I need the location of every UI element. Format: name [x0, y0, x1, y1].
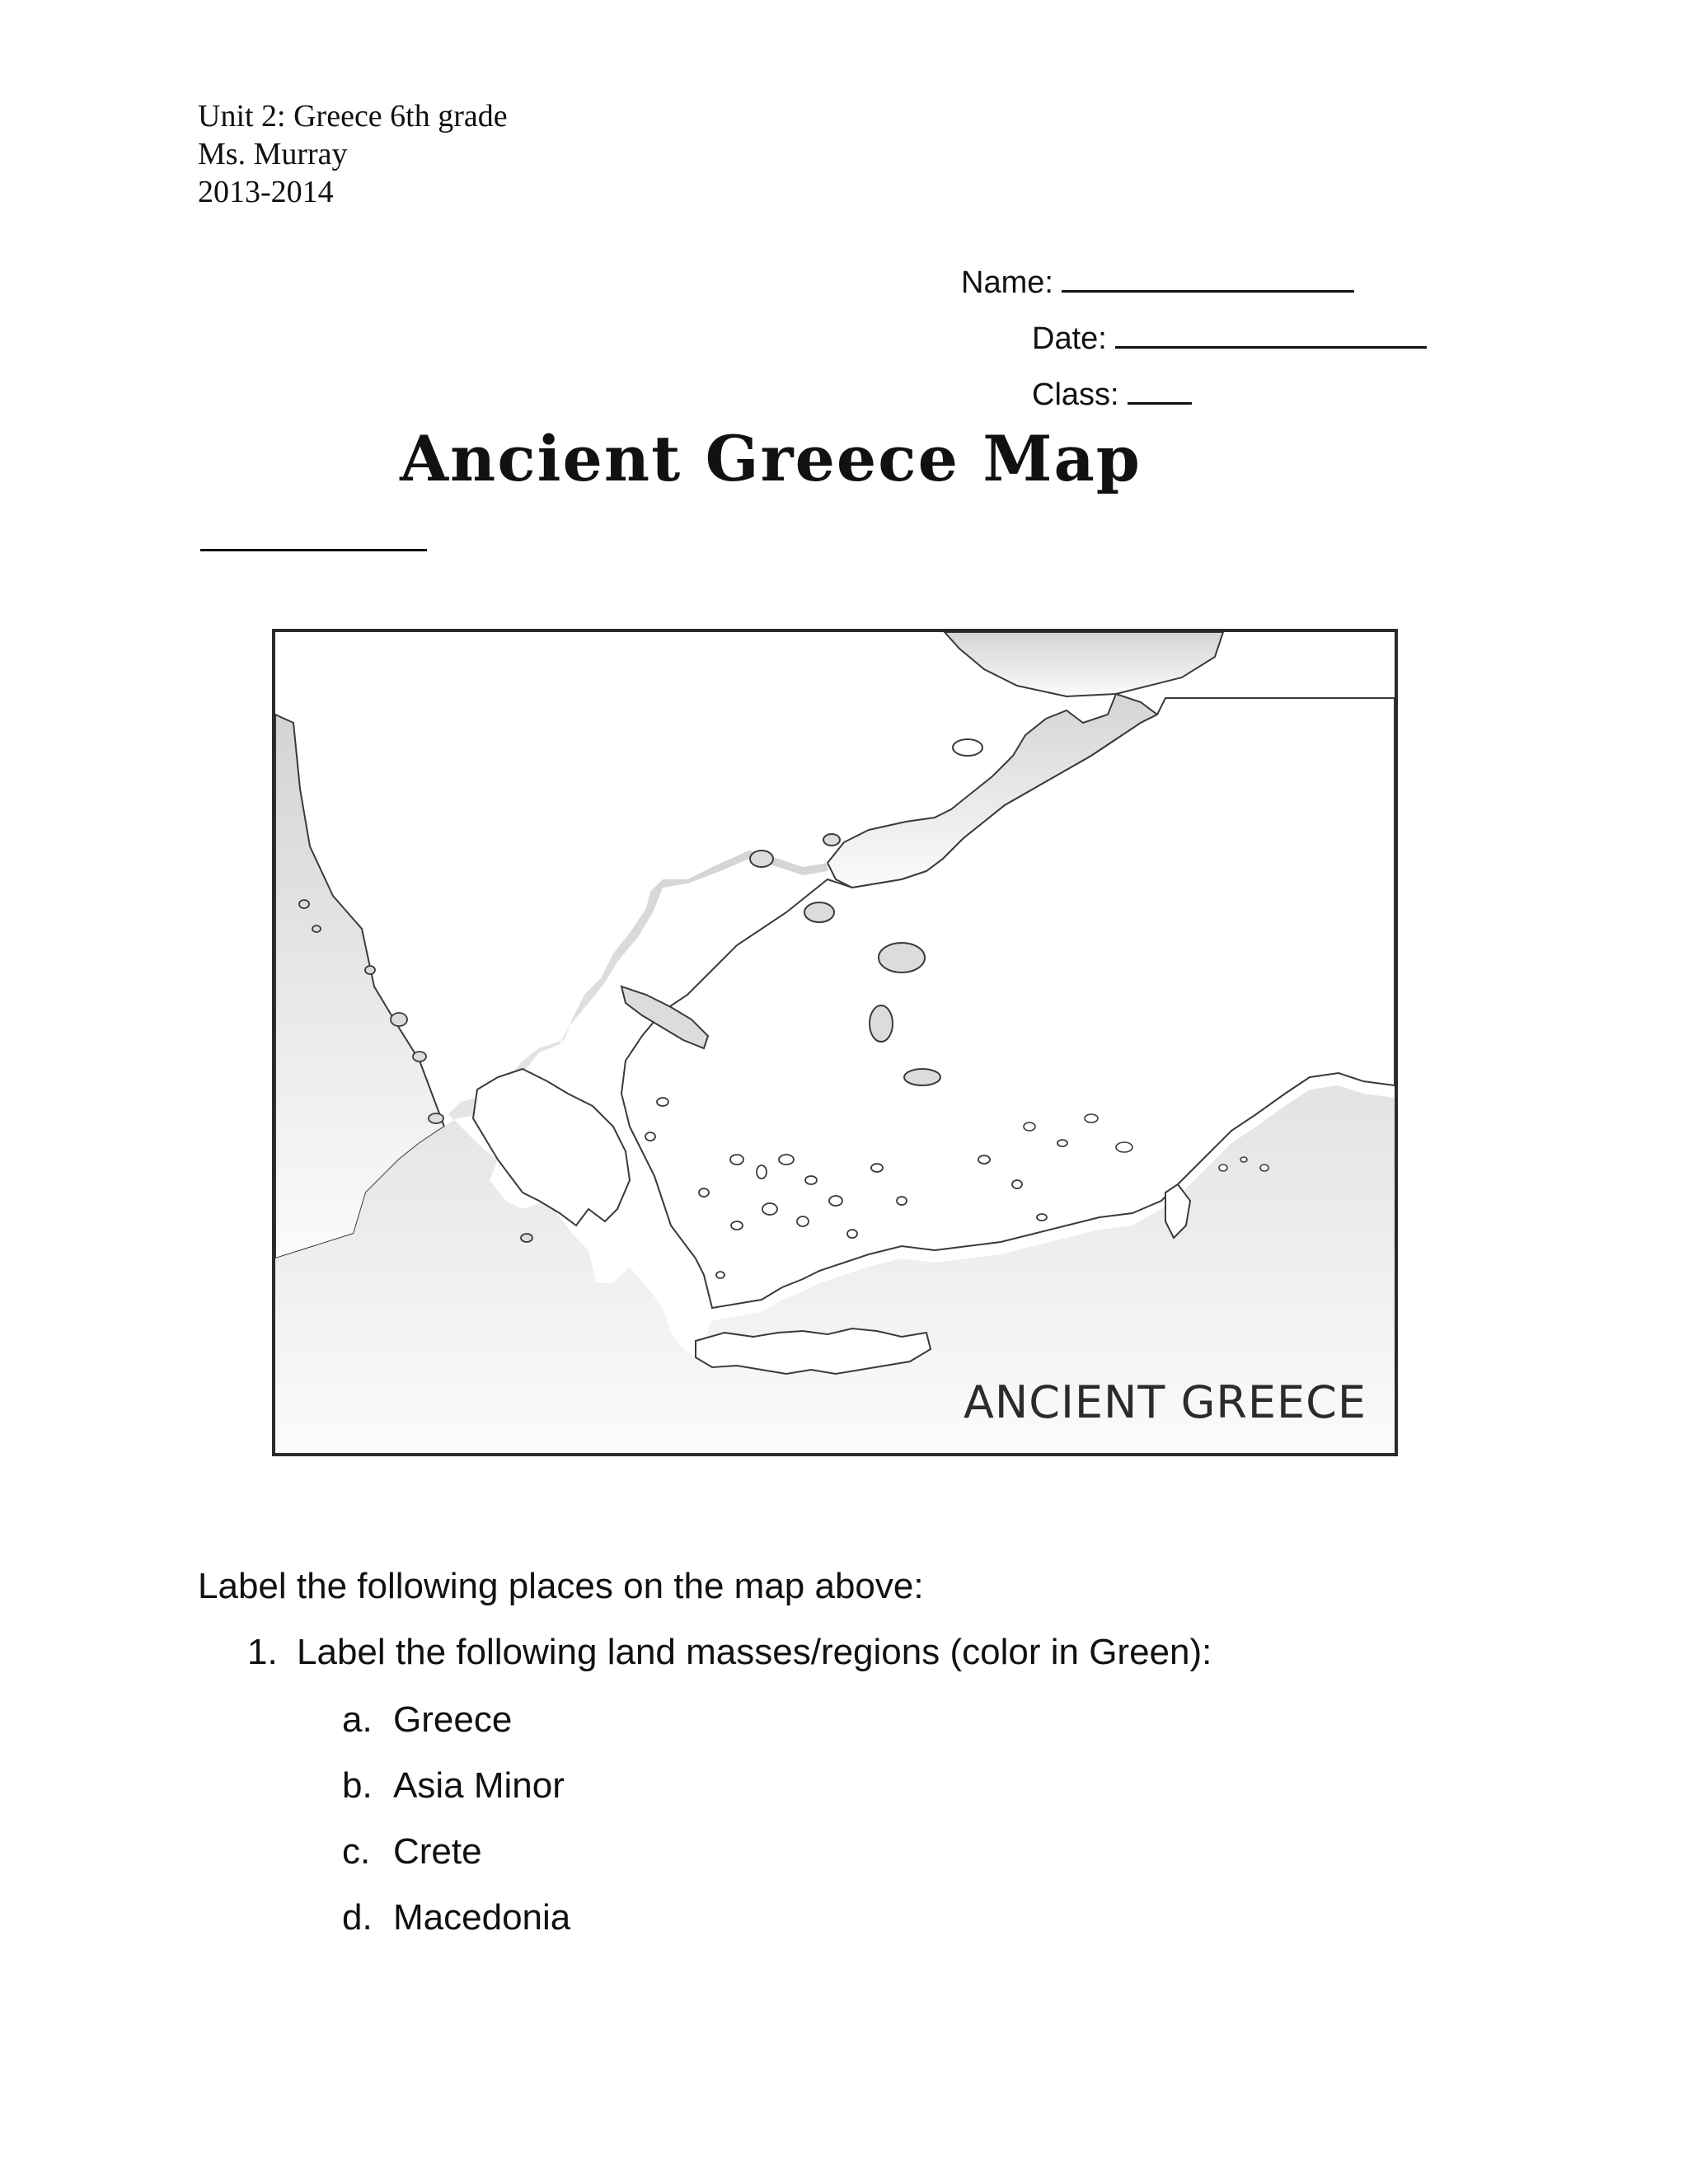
lemnos-island	[804, 902, 834, 922]
name-field[interactable]	[961, 264, 1354, 301]
map-frame	[272, 629, 1398, 1456]
sub-item-asia-minor	[342, 1765, 565, 1807]
instructions-intro: Label the following places on the map above:	[198, 1566, 924, 1606]
sub-item-greece	[342, 1699, 512, 1741]
instruction-text: Label the following land masses/regions (color in Green):	[297, 1632, 1212, 1672]
name-blank-line[interactable]	[1062, 264, 1354, 293]
sea-of-marmara-island	[953, 739, 982, 756]
sub-item-text: Crete	[393, 1831, 482, 1872]
date-blank-line[interactable]	[1115, 320, 1427, 349]
sub-item-crete	[342, 1831, 482, 1872]
class-label: Class:	[1032, 377, 1119, 412]
class-blank-line[interactable]	[1128, 376, 1192, 405]
northern-landmass	[945, 632, 1223, 696]
sub-item-macedonia	[342, 1897, 570, 1938]
name-label: Name:	[961, 265, 1053, 300]
title-underline	[200, 549, 427, 551]
instruction-item-1	[247, 1632, 1212, 1673]
lesbos-island	[879, 943, 925, 972]
sub-item-text: Macedonia	[393, 1897, 571, 1938]
unit-line: Unit 2: Greece 6th grade	[198, 99, 508, 134]
course-header	[198, 97, 508, 211]
instruction-number: 1.	[247, 1632, 278, 1672]
samothrace-island	[823, 834, 840, 846]
teacher-line: Ms. Murray	[198, 137, 348, 171]
date-field[interactable]	[1032, 320, 1427, 357]
map-drawing	[275, 632, 1395, 1453]
chios-island	[870, 1005, 893, 1042]
class-field[interactable]	[1032, 376, 1192, 413]
map-label: ANCIENT GREECE	[963, 1376, 1367, 1428]
sub-item-letter: b.	[342, 1765, 373, 1806]
sub-item-letter: c.	[342, 1831, 371, 1872]
year-line: 2013-2014	[198, 175, 334, 209]
sub-item-text: Asia Minor	[393, 1765, 565, 1806]
sub-item-letter: d.	[342, 1897, 373, 1938]
thasos-island	[750, 851, 773, 867]
page-title: Ancient Greece Map	[400, 422, 1142, 495]
sub-item-text: Greece	[393, 1699, 513, 1740]
sub-item-letter: a.	[342, 1699, 373, 1740]
date-label: Date:	[1032, 321, 1107, 356]
samos-island	[904, 1069, 940, 1085]
